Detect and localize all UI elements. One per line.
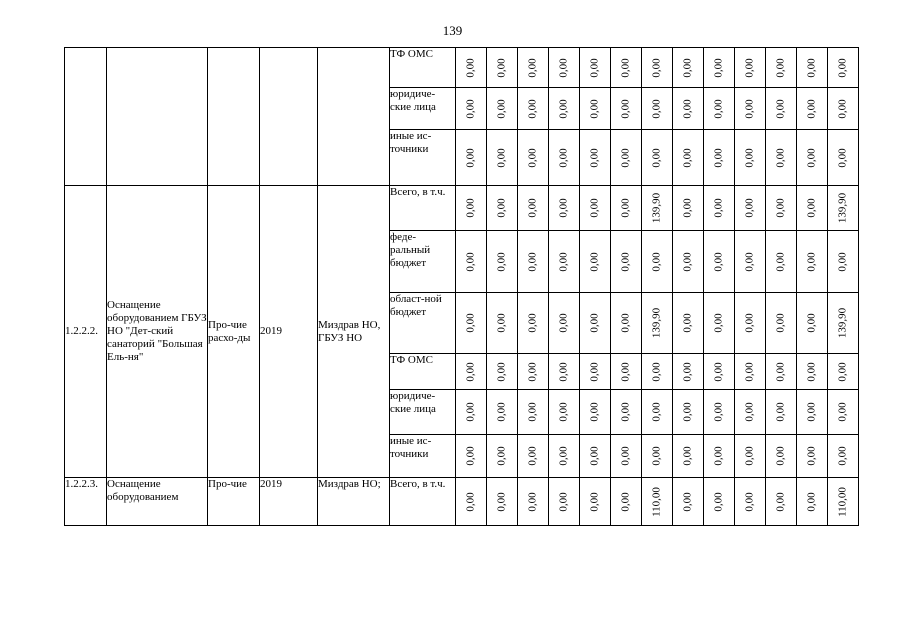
value-text: 0,00 [712, 402, 725, 422]
value-text: 0,00 [495, 198, 508, 218]
value-cell [642, 130, 673, 186]
value-cell [735, 231, 766, 293]
value-cell [611, 390, 642, 435]
value-text: 0,00 [588, 361, 601, 382]
value-cell [704, 478, 735, 526]
value-cell [766, 130, 797, 186]
value-cell [611, 130, 642, 186]
value-text: 0,00 [743, 446, 756, 466]
value-cell [828, 435, 859, 478]
value-cell [580, 390, 611, 435]
value-text: 0,00 [774, 147, 787, 168]
value-text: 0,00 [557, 198, 570, 218]
value-cell [549, 293, 580, 354]
value-text: 0,00 [464, 313, 477, 333]
value-cell [766, 48, 797, 88]
value-text: 0,00 [588, 491, 601, 512]
value-text: 0,00 [588, 198, 601, 218]
value-text: 0,00 [743, 491, 756, 512]
value-cell [580, 293, 611, 354]
value-cell [797, 478, 828, 526]
value-cell [549, 48, 580, 88]
value-cell [828, 390, 859, 435]
page-number: 139 [442, 23, 463, 38]
value-cell [673, 478, 704, 526]
value-cell [549, 88, 580, 130]
value-text: 0,00 [712, 251, 725, 272]
value-cell [766, 435, 797, 478]
value-cell [828, 186, 859, 231]
value-cell [735, 435, 766, 478]
value-cell [487, 186, 518, 231]
value-text: 0,00 [743, 57, 756, 78]
funding-source: Всего, в т.ч. [390, 186, 456, 231]
value-text: 0,00 [774, 491, 787, 512]
value-text: 0,00 [836, 251, 849, 272]
value-text: 0,00 [805, 313, 818, 333]
value-cell [487, 435, 518, 478]
value-text: 0,00 [712, 57, 725, 78]
budget-table [64, 47, 859, 526]
value-cell [487, 293, 518, 354]
value-cell [704, 88, 735, 130]
value-cell [518, 48, 549, 88]
funding-source: област-ной бюджет [390, 293, 456, 354]
value-text: 139,90 [650, 192, 663, 224]
value-text: 0,00 [681, 313, 694, 333]
value-cell [704, 435, 735, 478]
value-cell [735, 293, 766, 354]
value-cell [642, 231, 673, 293]
funding-source: иные ис-точники [390, 130, 456, 186]
value-text: 0,00 [805, 57, 818, 78]
value-cell [580, 435, 611, 478]
value-text: 0,00 [712, 198, 725, 218]
value-text: 0,00 [464, 446, 477, 466]
value-cell [766, 390, 797, 435]
value-text: 0,00 [495, 361, 508, 382]
value-cell [797, 231, 828, 293]
value-text: 0,00 [619, 251, 632, 272]
value-text: 0,00 [805, 147, 818, 168]
value-text: 0,00 [712, 446, 725, 466]
value-text: 0,00 [743, 198, 756, 218]
value-text: 0,00 [495, 251, 508, 272]
funding-source: Всего, в т.ч. [390, 478, 456, 526]
value-text: 0,00 [805, 491, 818, 512]
value-text: 0,00 [743, 361, 756, 382]
value-cell [704, 354, 735, 390]
value-text: 0,00 [495, 402, 508, 422]
value-cell [797, 390, 828, 435]
value-text: 0,00 [557, 147, 570, 168]
value-text: 0,00 [774, 198, 787, 218]
value-cell [735, 88, 766, 130]
value-cell [456, 231, 487, 293]
program-name [107, 48, 208, 186]
value-cell [518, 293, 549, 354]
value-cell [549, 390, 580, 435]
value-text: 0,00 [774, 402, 787, 422]
value-cell [580, 48, 611, 88]
value-cell [704, 293, 735, 354]
value-text: 0,00 [464, 361, 477, 382]
value-cell [828, 231, 859, 293]
value-text: 0,00 [774, 98, 787, 119]
program-executor: Миздрав НО; [318, 478, 390, 526]
value-text: 0,00 [619, 147, 632, 168]
program-name: Оснащение оборудованием [107, 478, 208, 526]
value-text: 0,00 [712, 313, 725, 333]
value-cell [456, 478, 487, 526]
value-text: 0,00 [805, 98, 818, 119]
value-cell [487, 88, 518, 130]
value-cell [642, 435, 673, 478]
value-text: 0,00 [464, 98, 477, 119]
value-text: 0,00 [557, 98, 570, 119]
value-cell [518, 186, 549, 231]
value-text: 0,00 [774, 446, 787, 466]
value-cell [487, 48, 518, 88]
value-text: 0,00 [712, 98, 725, 119]
value-cell [611, 293, 642, 354]
value-cell [611, 478, 642, 526]
value-cell [487, 390, 518, 435]
value-cell [487, 130, 518, 186]
value-text: 0,00 [588, 251, 601, 272]
value-text: 110,00 [836, 486, 849, 517]
value-text: 0,00 [836, 402, 849, 422]
value-cell [797, 293, 828, 354]
value-text: 0,00 [464, 198, 477, 218]
value-cell [766, 186, 797, 231]
value-text: 0,00 [619, 446, 632, 466]
value-text: 110,00 [650, 486, 663, 517]
value-cell [828, 354, 859, 390]
value-text: 0,00 [805, 198, 818, 218]
value-cell [673, 48, 704, 88]
value-cell [673, 293, 704, 354]
value-text: 0,00 [712, 147, 725, 168]
value-text: 0,00 [836, 147, 849, 168]
value-text: 0,00 [712, 491, 725, 512]
value-cell [797, 435, 828, 478]
value-cell [611, 48, 642, 88]
table-row [65, 186, 859, 231]
value-text: 0,00 [650, 98, 663, 119]
value-cell [673, 130, 704, 186]
value-text: 0,00 [681, 402, 694, 422]
value-text: 0,00 [619, 98, 632, 119]
value-text: 0,00 [681, 57, 694, 78]
value-cell [549, 231, 580, 293]
value-cell [456, 186, 487, 231]
program-year: 2019 [260, 186, 318, 478]
value-cell [487, 478, 518, 526]
value-text: 0,00 [588, 446, 601, 466]
value-cell [580, 88, 611, 130]
value-text: 0,00 [805, 446, 818, 466]
value-cell [611, 231, 642, 293]
value-text: 0,00 [619, 313, 632, 333]
value-text: 0,00 [743, 313, 756, 333]
value-text: 0,00 [526, 491, 539, 512]
value-cell [611, 88, 642, 130]
value-cell [766, 293, 797, 354]
value-text: 0,00 [712, 361, 725, 382]
expense-type: Про-чие [208, 478, 260, 526]
value-text: 0,00 [650, 402, 663, 422]
value-text: 0,00 [805, 251, 818, 272]
value-cell [580, 186, 611, 231]
value-text: 0,00 [526, 402, 539, 422]
value-cell [518, 478, 549, 526]
value-cell [797, 186, 828, 231]
value-text: 0,00 [650, 147, 663, 168]
value-cell [549, 130, 580, 186]
value-cell [828, 293, 859, 354]
value-text: 0,00 [774, 361, 787, 382]
value-cell [580, 130, 611, 186]
value-text: 0,00 [650, 446, 663, 466]
value-cell [766, 88, 797, 130]
value-text: 0,00 [743, 402, 756, 422]
value-cell [580, 354, 611, 390]
value-cell [673, 231, 704, 293]
funding-source: ТФ ОМС [390, 354, 456, 390]
value-text: 0,00 [557, 491, 570, 512]
value-cell [642, 48, 673, 88]
value-cell [611, 354, 642, 390]
value-text: 0,00 [526, 361, 539, 382]
value-cell [456, 293, 487, 354]
program-year [260, 48, 318, 186]
value-cell [828, 130, 859, 186]
value-cell [549, 435, 580, 478]
value-cell [797, 88, 828, 130]
value-text: 0,00 [526, 147, 539, 168]
value-text: 0,00 [619, 57, 632, 78]
value-text: 0,00 [557, 313, 570, 333]
value-text: 0,00 [805, 402, 818, 422]
value-text: 0,00 [557, 251, 570, 272]
value-text: 0,00 [588, 147, 601, 168]
value-cell [735, 48, 766, 88]
value-text: 0,00 [464, 491, 477, 512]
value-cell [456, 48, 487, 88]
value-text: 0,00 [495, 98, 508, 119]
value-text: 0,00 [495, 491, 508, 512]
value-cell [487, 231, 518, 293]
value-cell [580, 231, 611, 293]
value-cell [549, 354, 580, 390]
value-cell [456, 435, 487, 478]
program-code: 1.2.2.2. [65, 186, 107, 478]
value-cell [611, 186, 642, 231]
value-cell [766, 231, 797, 293]
funding-source: юридиче-ские лица [390, 88, 456, 130]
value-cell [487, 354, 518, 390]
value-cell [518, 390, 549, 435]
value-text: 0,00 [526, 98, 539, 119]
value-cell [704, 186, 735, 231]
value-text: 0,00 [774, 251, 787, 272]
value-cell [673, 390, 704, 435]
value-cell [735, 390, 766, 435]
value-text: 0,00 [805, 361, 818, 382]
funding-source: иные ис-точники [390, 435, 456, 478]
value-text: 0,00 [464, 251, 477, 272]
value-cell [735, 130, 766, 186]
value-cell [456, 354, 487, 390]
value-text: 0,00 [650, 57, 663, 78]
value-text: 139,90 [836, 192, 849, 224]
expense-type: Про-чие расхо-ды [208, 186, 260, 478]
value-text: 0,00 [557, 402, 570, 422]
value-cell [642, 186, 673, 231]
value-cell [704, 48, 735, 88]
value-cell [642, 354, 673, 390]
value-cell [642, 293, 673, 354]
value-text: 0,00 [495, 57, 508, 78]
value-cell [611, 435, 642, 478]
funding-source: юридиче-ские лица [390, 390, 456, 435]
value-cell [766, 478, 797, 526]
value-text: 139,90 [650, 307, 663, 339]
value-cell [518, 435, 549, 478]
value-text: 0,00 [681, 198, 694, 218]
value-cell [580, 478, 611, 526]
value-text: 0,00 [743, 251, 756, 272]
value-cell [456, 390, 487, 435]
value-cell [549, 478, 580, 526]
value-text: 0,00 [526, 251, 539, 272]
value-cell [518, 231, 549, 293]
program-code: 1.2.2.3. [65, 478, 107, 526]
program-executor [318, 48, 390, 186]
value-text: 0,00 [619, 361, 632, 382]
value-cell [642, 390, 673, 435]
value-cell [766, 354, 797, 390]
value-text: 0,00 [681, 251, 694, 272]
value-text: 0,00 [836, 57, 849, 78]
value-cell [828, 48, 859, 88]
value-cell [797, 130, 828, 186]
value-cell [828, 478, 859, 526]
value-cell [797, 354, 828, 390]
funding-source: феде-ральный бюджет [390, 231, 456, 293]
value-text: 0,00 [619, 198, 632, 218]
program-name: Оснащение оборудованием ГБУЗ НО "Дет-ский санаторий "Большая Ель-ня" [107, 186, 208, 478]
value-text: 0,00 [464, 57, 477, 78]
table-row [65, 48, 859, 88]
value-text: 0,00 [495, 446, 508, 466]
value-text: 0,00 [836, 446, 849, 466]
value-cell [456, 88, 487, 130]
value-cell [797, 48, 828, 88]
value-text: 0,00 [588, 402, 601, 422]
value-cell [549, 186, 580, 231]
value-text: 0,00 [619, 402, 632, 422]
program-code [65, 48, 107, 186]
value-text: 0,00 [557, 57, 570, 78]
value-text: 0,00 [495, 313, 508, 333]
value-text: 0,00 [526, 313, 539, 333]
value-cell [735, 478, 766, 526]
value-cell [704, 231, 735, 293]
value-text: 0,00 [743, 147, 756, 168]
value-text: 0,00 [681, 98, 694, 119]
value-text: 0,00 [619, 491, 632, 512]
value-text: 0,00 [495, 147, 508, 168]
value-text: 0,00 [650, 361, 663, 382]
value-text: 0,00 [774, 313, 787, 333]
value-text: 0,00 [650, 251, 663, 272]
value-text: 0,00 [588, 313, 601, 333]
table-row [65, 478, 859, 526]
value-text: 0,00 [774, 57, 787, 78]
value-cell [642, 88, 673, 130]
value-text: 0,00 [557, 361, 570, 382]
value-text: 0,00 [464, 147, 477, 168]
value-cell [518, 354, 549, 390]
value-text: 0,00 [526, 57, 539, 78]
program-year: 2019 [260, 478, 318, 526]
value-text: 0,00 [526, 446, 539, 466]
value-text: 0,00 [681, 361, 694, 382]
value-text: 0,00 [743, 98, 756, 119]
value-cell [735, 354, 766, 390]
value-cell [518, 88, 549, 130]
value-cell [673, 354, 704, 390]
value-cell [735, 186, 766, 231]
value-cell [642, 478, 673, 526]
value-cell [673, 186, 704, 231]
expense-type [208, 48, 260, 186]
value-cell [518, 130, 549, 186]
funding-source: ТФ ОМС [390, 48, 456, 88]
value-text: 0,00 [836, 98, 849, 119]
value-cell [456, 130, 487, 186]
value-cell [673, 435, 704, 478]
value-text: 0,00 [836, 361, 849, 382]
value-text: 0,00 [681, 491, 694, 512]
value-text: 0,00 [588, 57, 601, 78]
value-text: 0,00 [681, 147, 694, 168]
value-cell [704, 390, 735, 435]
value-text: 0,00 [557, 446, 570, 466]
value-text: 0,00 [681, 446, 694, 466]
value-text: 139,90 [836, 307, 849, 339]
value-cell [673, 88, 704, 130]
value-cell [704, 130, 735, 186]
program-executor: Миздрав НО, ГБУЗ НО [318, 186, 390, 478]
value-text: 0,00 [588, 98, 601, 119]
value-cell [828, 88, 859, 130]
value-text: 0,00 [526, 198, 539, 218]
value-text: 0,00 [464, 402, 477, 422]
